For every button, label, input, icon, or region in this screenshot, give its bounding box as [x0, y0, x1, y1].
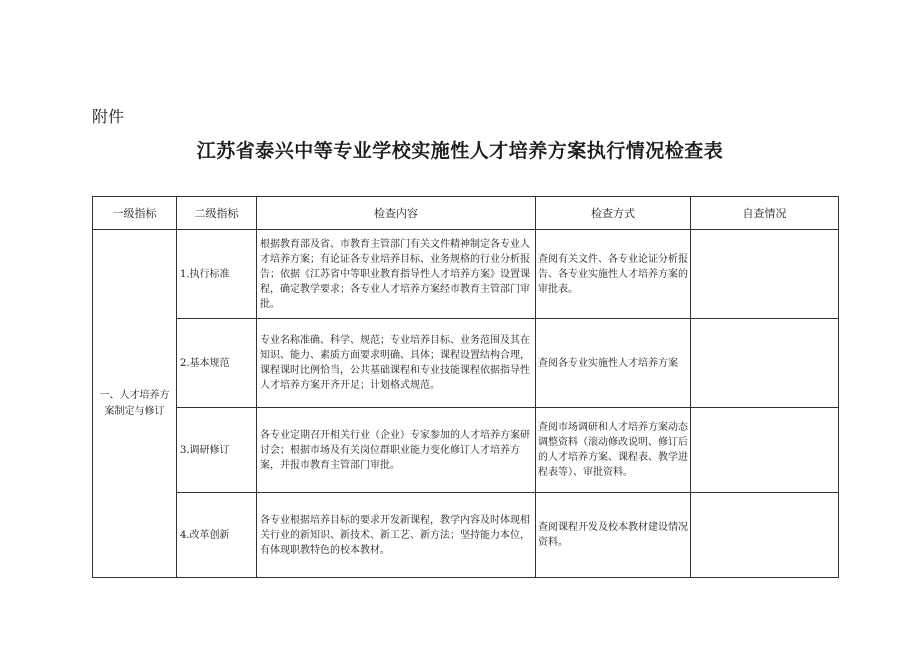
level2-cell: 2.基本规范: [177, 319, 257, 408]
document-title: 江苏省泰兴中等专业学校实施性人才培养方案执行情况检查表: [196, 140, 724, 162]
content-cell: 根据教育部及省、市教育主管部门有关文件精神制定各专业人才培养方案；有论证各专业培养目标、业务规格的行业分析报告；依据《江苏省中等职业教育指导性人才培养方案》设置课程，确定教学要求；各专业人才培养方案经市教育主管部门审批。: [257, 230, 536, 319]
content-cell: 专业名称准确、科学、规范；专业培养目标、业务范围及其在知识、能力、素质方面要求明确、具体；课程设置结构合理，课程课时比例恰当，公共基础课程和专业技能课程依据指导性人才培养方案开齐开足；计划格式规范。: [257, 319, 536, 408]
self-check-cell[interactable]: [691, 493, 839, 578]
header-level1: 一级指标: [93, 197, 177, 230]
attachment-label: 附件: [92, 107, 125, 126]
table-row: [93, 493, 839, 578]
table-row: [93, 319, 839, 408]
content-cell: 各专业定期召开相关行业（企业）专家参加的人才培养方案研讨会；根据市场及有关岗位群职业能力变化修订人才培养方案，并报市教育主管部门审批。: [257, 408, 536, 493]
table-row: [93, 230, 839, 319]
self-check-cell[interactable]: [691, 319, 839, 408]
level1-cell: 一、人才培养方案制定与修订: [93, 230, 177, 578]
table-row: [93, 408, 839, 493]
inspection-table: [92, 196, 839, 578]
content-cell: 各专业根据培养目标的要求开发新课程，教学内容及时体现相关行业的新知识、新技术、新工艺、新方法；坚持能力本位，有体现职教特色的校本教材。: [257, 493, 536, 578]
method-cell: 查阅有关文件、各专业论证分析报告、各专业实施性人才培养方案的审批表。: [536, 230, 691, 319]
method-cell: 查阅市场调研和人才培养方案动态调整资料（滚动修改说明、修订后的人才培养方案、课程表、教学进程表等）、审批资料。: [536, 408, 691, 493]
level2-cell: 1.执行标准: [177, 230, 257, 319]
method-cell: 查阅课程开发及校本教材建设情况资料。: [536, 493, 691, 578]
self-check-cell[interactable]: [691, 230, 839, 319]
header-method: 检查方式: [536, 197, 691, 230]
header-content: 检查内容: [257, 197, 536, 230]
header-row: [93, 197, 839, 230]
level2-cell: 4.改革创新: [177, 493, 257, 578]
method-cell: 查阅各专业实施性人才培养方案: [536, 319, 691, 408]
level2-cell: 3.调研修订: [177, 408, 257, 493]
header-self-check: 自查情况: [691, 197, 839, 230]
self-check-cell[interactable]: [691, 408, 839, 493]
header-level2: 二级指标: [177, 197, 257, 230]
